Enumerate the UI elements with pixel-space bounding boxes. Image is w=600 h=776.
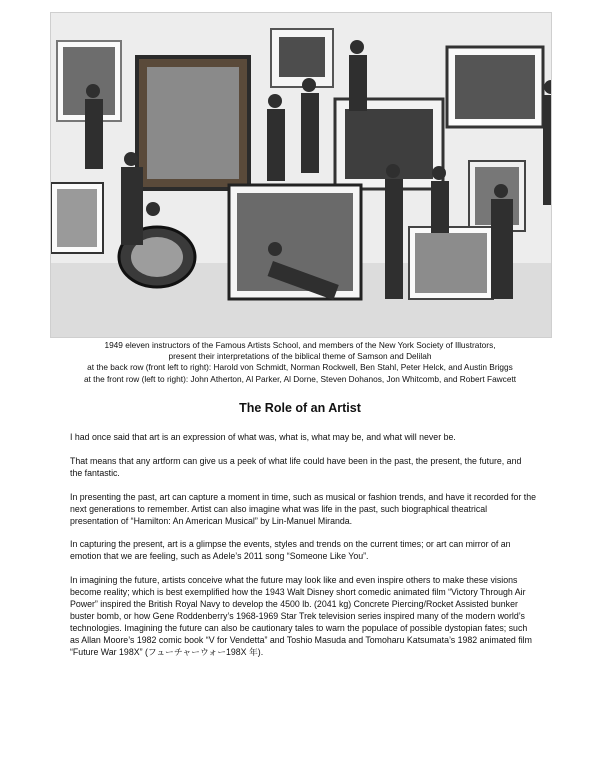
article-body (70, 432, 536, 671)
paragraph: In imagining the future, artists conceive what the future may look like and even inspire others to make these visions become reality; which is best exemplified how the 1943 Walt Disney short comedic animated film “Victory Through Air Power” inspired the British Royal Navy to develop the 4500 lb. (2041 kg) Concrete Piercing/Rocket Assisted bunker buster bomb, or how Gene Roddenberry’s 1968-1969 Star Trek television series inspired many of the modern world’s technologies. Imagining the future can also be cautionary tales to warn the populace of possible dystopian fates; such as Allan Moore’s 1982 comic book “V for Vendetta” and Toshio Masuda and Tomoharu Katsumata’s 1982 animated film “Future War 198X” (フューチャーウォー198X 年). (70, 575, 532, 657)
paragraph: That means that any artform can give us a peek of what life could have been in the past, the present, the future, and the fantastic. (70, 455, 522, 478)
caption-line: 1949 eleven instructors of the Famous Artists School, and members of the New York Society of Illustrators, (104, 340, 496, 350)
paragraph: I had once said that art is an expression of what was, what is, what may be, and what will never be. (70, 432, 456, 442)
paragraph: In capturing the present, art is a glimpse the events, styles and trends on the current times; or art can mirror of an emotion that we are feeling, such as Adele’s 2011 song “Someone Like You”. (70, 539, 511, 562)
photo-caption (30, 340, 570, 385)
caption-line: at the front row (left to right): John Atherton, Al Parker, Al Dorne, Steven Dohanos, Jon Whitcomb, and Robert Fawcett (83, 373, 517, 384)
article-title: The Role of an Artist (239, 401, 361, 415)
group-photo-artwork-icon (51, 13, 551, 337)
caption-line: at the back row (front left to right): Harold von Schmidt, Norman Rockwell, Ben Stahl, Peter Helck, and Austin Briggs (87, 362, 513, 373)
group-photo (50, 12, 552, 338)
caption-line: present their interpretations of the biblical theme of Samson and Delilah (168, 351, 432, 362)
paragraph: In presenting the past, art can capture a moment in time, such as musical or fashion trends, and have it recorded for the next generations to remember. Artist can also imagine what was life in the past, such biographical theatrical presentation of “Hamilton: An American Musical” by Lin-Manuel Miranda. (70, 491, 536, 526)
